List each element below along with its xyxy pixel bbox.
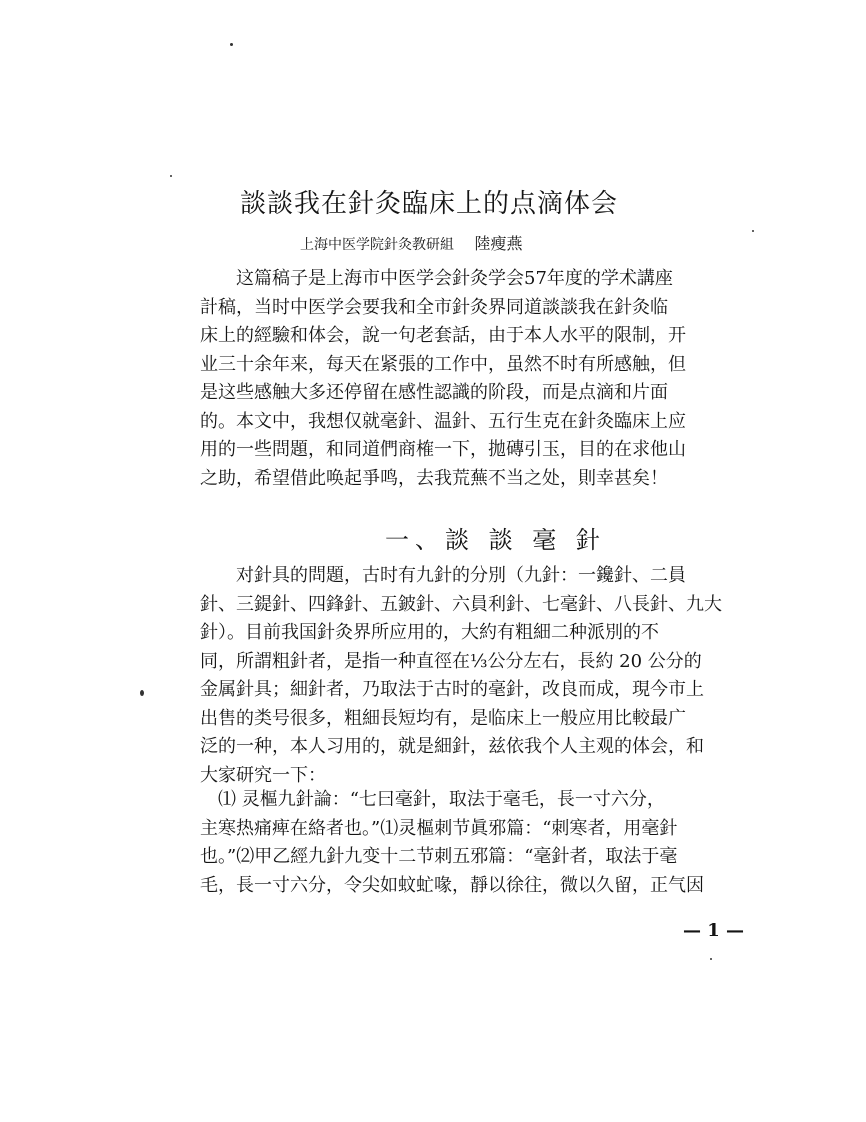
- text-line: 对針具的問題，古时有九針的分別（九針：一鑱針、二員: [236, 565, 686, 586]
- section-heading: 一、談 談 毫 針: [385, 526, 606, 554]
- text-line: 同，所謂粗針者，是指一种直徑在⅓公分左右，長約 20 公分的: [200, 650, 702, 672]
- article-title: 談談我在針灸臨床上的点滴体会: [240, 189, 619, 219]
- text-line: 之助，希望借此唤起爭鸣，去我荒蕪不当之处，則幸甚矣！: [200, 467, 668, 489]
- text-line: 針）。目前我国針灸界所应用的，大約有粗細二种派別的不: [200, 622, 659, 643]
- byline: [300, 231, 640, 254]
- text-line: 出售的类号很多，粗細長短均有，是临床上一般应用比較最广: [200, 707, 686, 729]
- scan-speck: [230, 43, 233, 46]
- text-line: 針、三鍉針、四鋒針、五鈹針、六員利針、七毫針、八長針、九大: [200, 593, 722, 615]
- citation-paragraph: [200, 786, 760, 900]
- text-line: 金属針具；細針者，乃取法于古时的毫針，改良而成，現今市上: [200, 679, 704, 700]
- author-affiliation: 上海中医学院針灸教研組: [300, 237, 454, 253]
- page-number: — 1 —: [683, 920, 745, 941]
- text-line: ⑴ 灵樞九針論：“七曰毫針，取法于毫毛，長一寸六分，: [218, 789, 665, 810]
- text-line: 的。本文中，我想仅就毫針、温針、五行生克在針灸臨床上应: [200, 410, 686, 432]
- text-line: 主寒热痛痺在絡者也。”⑴灵樞刺节眞邪篇：“刺寒者，用毫針: [200, 817, 678, 839]
- text-line: 用的一些問題，和同道們商榷一下，拋磚引玉，目的在求他山: [200, 439, 686, 460]
- text-line: 这篇稿子是上海市中医学会針灸学会57年度的学术講座: [236, 268, 673, 289]
- author-name: 陸瘦燕: [474, 234, 523, 253]
- text-line: 泛的一种，本人习用的，就是細針，兹依我个人主观的体会，和: [200, 736, 704, 757]
- text-line: 大家研究一下：: [200, 764, 326, 786]
- scan-speck: [170, 175, 172, 177]
- text-line: 床上的經驗和体会，說一句老套話，由于本人水平的限制，开: [200, 325, 686, 346]
- scan-speck: [710, 958, 712, 960]
- intro-paragraph: [200, 265, 760, 493]
- text-line: 計稿，当时中医学会要我和全市針灸界同道談談我在針灸临: [200, 296, 668, 318]
- text-line: 也。”⑵甲乙經九針九变十二节刺五邪篇：“毫針者，取法于毫: [200, 846, 678, 867]
- text-line: 是这些感触大多还停留在感性認識的阶段，而是点滴和片面: [200, 382, 668, 403]
- body-paragraph: [200, 562, 760, 790]
- text-line: 业三十余年来，每天在紧張的工作中，虽然不时有所感触，但: [200, 353, 686, 375]
- scan-speck: [140, 690, 144, 696]
- text-line: 毛，長一寸六分，令尖如蚊虻喙，靜以徐往，微以久留，正气因: [200, 874, 704, 896]
- scan-speck: [752, 230, 754, 232]
